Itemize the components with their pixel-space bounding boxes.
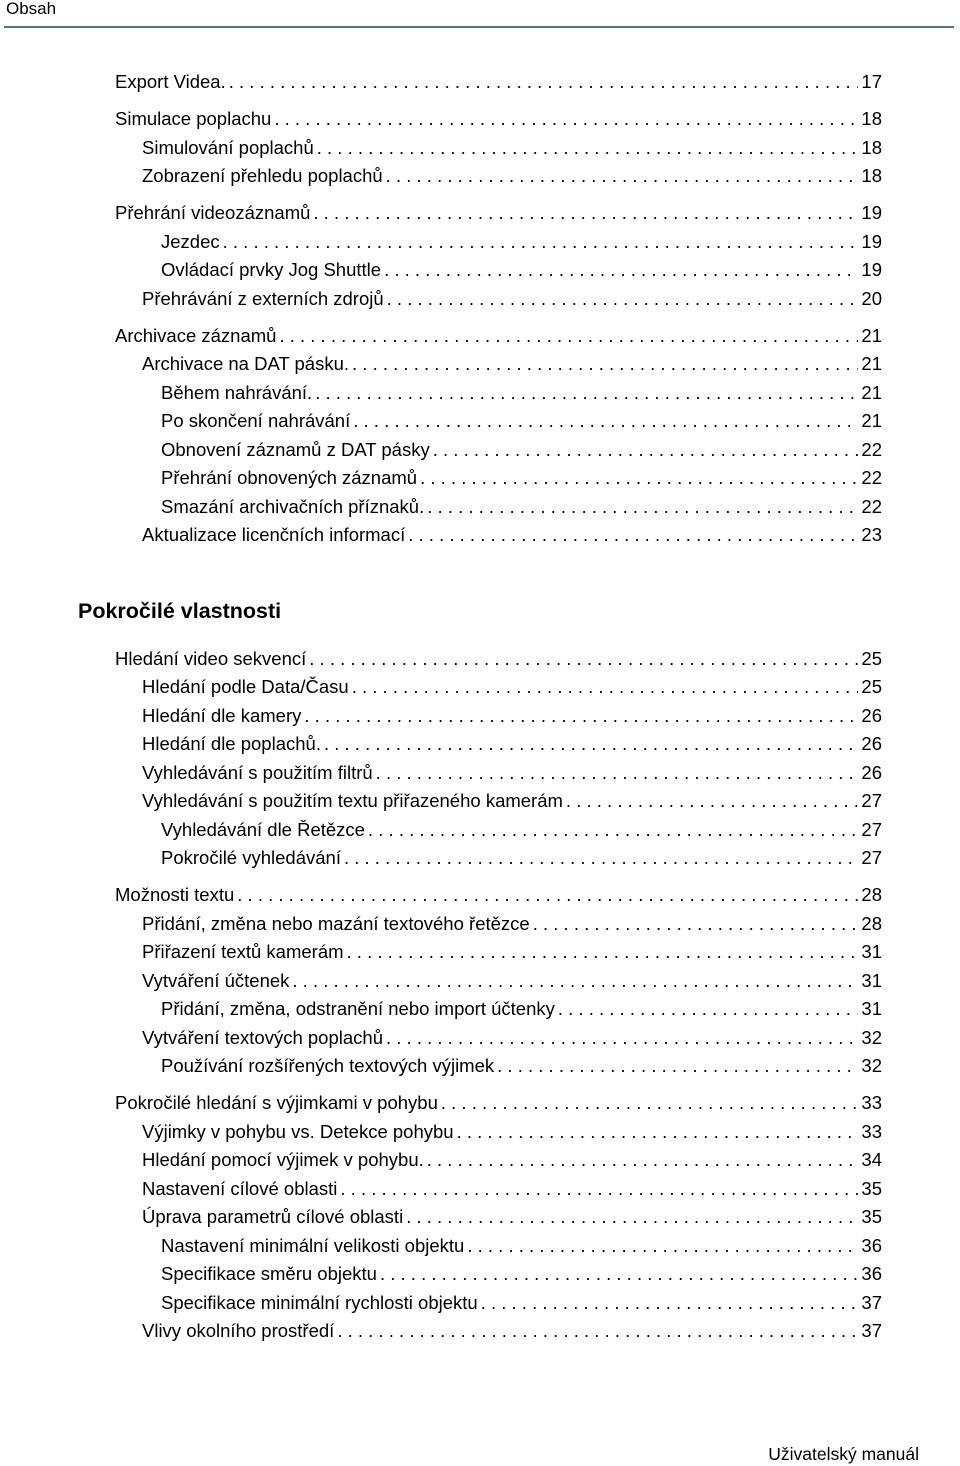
toc-entry[interactable] [142,676,882,698]
toc-entry-label: Vytváření textových poplachů [142,1026,383,1048]
toc-dot-leader [237,884,858,906]
toc-dot-leader [353,410,858,432]
toc-entry-label: Možnosti textu [115,884,235,906]
toc-entry-page-number: 25 [861,676,882,698]
toc-dot-leader [497,1055,858,1077]
toc-dot-leader [566,790,859,812]
toc-dot-leader [467,1235,858,1257]
toc-entry-label: Používání rozšířených textových výjimek [161,1055,495,1077]
toc-entry-label: Specifikace minimální rychlosti objektu [161,1291,478,1313]
toc-entry-page-number: 28 [861,912,882,934]
toc-entry[interactable] [115,648,882,670]
toc-dot-leader [386,1027,858,1049]
toc-dot-leader [427,1149,859,1171]
toc-entry-page-number: 37 [861,1291,882,1313]
toc-entry[interactable] [142,1178,882,1200]
toc-entry-page-number: 23 [861,524,882,546]
toc-entry-page-number: 34 [861,1149,882,1171]
toc-entry-page-number: 27 [861,847,882,869]
toc-entry-label: Jezdec [161,230,220,252]
toc-dot-leader [317,137,859,159]
toc-entry-label: Přehrávání z externích zdrojů [142,287,384,309]
toc-entry-label: Nastavení cílové oblasti [142,1177,338,1199]
toc-entry[interactable] [142,165,882,187]
toc-dot-leader [279,325,858,347]
toc-entry[interactable] [161,382,882,404]
toc-dot-leader [386,165,859,187]
toc-entry-label: Přehrání obnovených záznamů [161,467,418,489]
toc-entry[interactable] [142,970,882,992]
toc-entry-page-number: 18 [861,136,882,158]
toc-dot-leader [457,1121,859,1143]
toc-entry-label: Pokročilé vyhledávání [161,847,341,869]
toc-entry-label: Archivace záznamů [115,325,277,346]
toc-dot-leader [315,382,858,404]
toc-entry-label: Přiřazení textů kamerám [142,941,344,963]
toc-entry-label: Úprava parametrů cílové oblasti [142,1206,404,1228]
toc-dot-leader [441,1092,859,1114]
toc-entry[interactable] [115,884,882,906]
toc-entry[interactable] [142,1121,882,1143]
toc-entry[interactable] [115,1092,882,1114]
toc-entry-page-number: 35 [861,1177,882,1199]
toc-dot-leader [340,1178,858,1200]
toc-entry-page-number: 35 [861,1206,882,1228]
toc-entry-page-number: 31 [861,998,882,1020]
toc-dot-leader [376,762,859,784]
toc-entry-page-number: 26 [861,704,882,726]
toc-entry-page-number: 25 [861,648,882,669]
toc-entry[interactable] [142,1149,882,1171]
toc-entry[interactable] [142,762,882,784]
header-title: Obsah [6,0,57,18]
toc-entry-page-number: 17 [861,71,882,92]
toc-dot-leader [406,1206,858,1228]
toc-entry-page-number: 36 [861,1263,882,1285]
toc-entry-label: Smazání archivačních příznaků. [161,495,425,517]
toc-dot-leader [324,733,858,755]
toc-dot-leader [344,847,858,869]
toc-dot-leader [347,941,859,963]
toc-dot-leader [433,439,859,461]
toc-entry-label: Simulování poplachů [142,136,314,158]
toc-entry-page-number: 21 [861,353,882,375]
toc-dot-leader [309,648,858,670]
toc-entry[interactable] [142,288,882,310]
toc-entry-page-number: 27 [861,790,882,812]
toc-entry[interactable] [161,467,882,489]
toc-dot-leader [387,288,859,310]
toc-entry[interactable] [115,108,882,130]
toc-entry-label: Vyhledávání s použitím textu přiřazeného kamerám [142,790,563,812]
toc-dot-leader [223,231,859,253]
toc-entry-page-number: 22 [861,495,882,517]
toc-entry-label: Po skončení nahrávání [161,410,351,432]
toc-entry-page-number: 22 [861,438,882,460]
toc-entry[interactable] [142,1206,882,1228]
toc-entry-page-number: 32 [861,1055,882,1077]
toc-entry[interactable] [115,202,882,224]
toc-dot-leader [352,676,859,698]
toc-entry-label: Aktualizace licenčních informací [142,524,406,546]
toc-entry-page-number: 27 [861,818,882,840]
toc-entry-label: Obnovení záznamů z DAT pásky [161,438,430,460]
toc-entry-page-number: 32 [861,1026,882,1048]
toc-entry-label: Přidání, změna, odstranění nebo import účtenky [161,998,555,1020]
toc-entry-label: Vyhledávání dle Řetězce [161,818,365,840]
toc-entry-page-number: 20 [861,287,882,309]
toc-entry[interactable] [161,496,882,518]
toc-entry-label: Export Videa. [115,71,226,92]
toc-entry-page-number: 33 [861,1120,882,1142]
toc-entry-label: Vytváření účtenek [142,969,290,991]
toc-dot-leader [558,998,859,1020]
toc-entry-page-number: 26 [861,733,882,755]
toc-entry-page-number: 21 [861,381,882,403]
toc-entry-label: Ovládací prvky Jog Shuttle [161,259,382,281]
toc-entry-label: Hledání podle Data/Času [142,676,349,698]
toc-entry[interactable] [142,524,882,546]
toc-entry-label: Vlivy okolního prostředí [142,1319,335,1341]
toc-entry[interactable] [142,733,882,755]
toc-entry-label: Archivace na DAT pásku. [142,353,350,375]
toc-entry-label: Výjimky v pohybu vs. Detekce pohybu [142,1120,454,1142]
toc-dot-leader [420,467,858,489]
toc-entry-label: Přidání, změna nebo mazání textového řetězce [142,912,530,934]
toc-entry[interactable] [142,705,882,727]
toc-entry-page-number: 18 [861,165,882,187]
toc-entry[interactable] [161,1292,882,1314]
toc-entry[interactable] [161,998,882,1020]
toc-dot-leader [368,819,858,841]
toc-entry-page-number: 19 [861,259,882,281]
toc-dot-leader [481,1292,859,1314]
toc-entry-label: Hledání dle poplachů. [142,733,321,755]
page-footer: Uživatelský manuál [768,1444,919,1464]
toc-dot-leader [337,1320,858,1342]
toc-dot-leader [292,970,858,992]
toc-entry-page-number: 19 [861,202,882,224]
toc-entry-page-number: 37 [861,1319,882,1341]
toc-dot-leader [380,1263,858,1285]
toc-entry[interactable] [161,1263,882,1285]
toc-entry[interactable] [142,353,882,375]
toc-entry-page-number: 22 [861,467,882,489]
toc-entry-page-number: 33 [861,1092,882,1114]
toc-entry-page-number: 28 [861,884,882,906]
toc-entry[interactable] [115,325,882,347]
toc-entry[interactable] [142,913,882,935]
toc-entry[interactable] [161,1055,882,1077]
toc-entry-page-number: 31 [861,941,882,963]
toc-dot-leader [427,496,858,518]
toc-entry-label: Specifikace směru objektu [161,1263,377,1285]
toc-dot-leader [384,259,858,281]
toc-entry-page-number: 21 [861,410,882,432]
toc-entry-page-number: 36 [861,1234,882,1256]
toc-entry-label: Hledání video sekvencí [115,648,307,669]
toc-dot-leader [304,705,858,727]
toc-entry[interactable] [161,231,882,253]
toc-dot-leader [352,353,858,375]
toc-entry-page-number: 18 [861,108,882,130]
toc-entry[interactable] [161,819,882,841]
toc-entry-page-number: 21 [861,325,882,346]
toc-entry-label: Přehrání videozáznamů [115,202,311,224]
toc-entry-page-number: 19 [861,230,882,252]
toc-entry[interactable] [142,790,882,812]
toc-entry[interactable] [161,439,882,461]
toc-entry[interactable] [161,1235,882,1257]
toc-entry[interactable] [142,941,882,963]
toc-entry-label: Hledání pomocí výjimek v pohybu. [142,1149,424,1171]
toc-entry[interactable] [115,71,882,93]
toc-dot-leader [229,71,859,93]
toc-dot-leader [533,913,859,935]
toc-entry[interactable] [161,259,882,281]
toc-entry-label: Během nahrávání. [161,381,313,403]
toc-entry[interactable] [161,410,882,432]
toc-entry-page-number: 31 [861,969,882,991]
toc-entry[interactable] [142,1320,882,1342]
toc-entry[interactable] [142,137,882,159]
section-heading: Pokročilé vlastnosti [78,599,282,623]
page-header [4,0,954,28]
toc-dot-leader [408,524,858,546]
toc-entry-label: Nastavení minimální velikosti objektu [161,1234,465,1256]
toc-dot-leader [313,202,858,224]
toc-entry-page-number: 26 [861,761,882,783]
toc-entry-label: Pokročilé hledání s výjimkami v pohybu [115,1092,438,1114]
toc-dot-leader [274,108,858,130]
toc-entry-label: Simulace poplachu [115,108,272,130]
toc-entry[interactable] [161,847,882,869]
toc-entry[interactable] [142,1027,882,1049]
toc-entry-label: Hledání dle kamery [142,704,302,726]
toc-entry-label: Vyhledávání s použitím filtrů [142,761,373,783]
toc-entry-label: Zobrazení přehledu poplachů [142,165,383,187]
